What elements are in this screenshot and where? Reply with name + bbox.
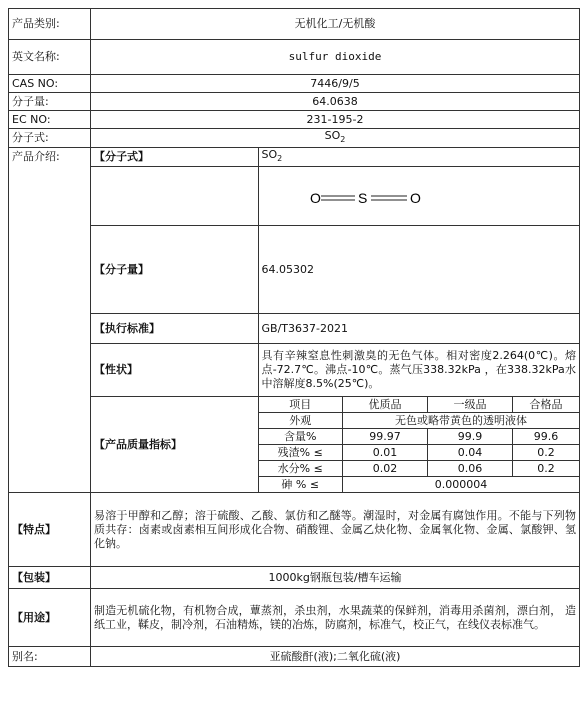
packing-text: 1000kg钢瓶包装/槽车运输 — [91, 567, 580, 589]
row-alias — [9, 647, 580, 667]
intro-quality-row — [91, 397, 579, 493]
intro-formula-row — [91, 148, 579, 167]
row-features — [9, 493, 580, 567]
row-formula — [9, 129, 580, 148]
intro-properties-text: 具有辛辣窒息性刺激臭的无色气体。相对密度2.264(0℃)。熔点-72.7℃。沸点-10℃。蒸气压338.32kPa ，在338.32kPa水中溶解度8.5%(25℃)。 — [258, 344, 579, 397]
ec-label: EC NO: — [9, 111, 91, 129]
quality-row-v3: 0.2 — [513, 445, 580, 461]
row-category — [9, 9, 580, 40]
quality-header-first: 一级品 — [428, 397, 513, 413]
spec-table — [8, 8, 580, 667]
quality-row-v3: 99.6 — [513, 429, 580, 445]
intro-properties-label: 【性状】 — [91, 344, 258, 397]
quality-header-premium: 优质品 — [343, 397, 428, 413]
quality-row-v1: 0.01 — [343, 445, 428, 461]
quality-cell — [258, 397, 579, 493]
quality-appearance-value: 无色或略带黄色的透明液体 — [343, 413, 580, 429]
quality-row-v1: 99.97 — [343, 429, 428, 445]
alias-value: 亚硫酸酐(液);二氧化硫(液) — [91, 647, 580, 667]
formula-sub: 2 — [340, 135, 346, 145]
quality-row-v3: 0.2 — [513, 461, 580, 477]
quality-arsenic-value: 0.000004 — [343, 477, 580, 493]
quality-header-row — [259, 397, 580, 413]
features-text: 易溶于甲醇和乙醇；溶于硫酸、乙酸、氯仿和乙醚等。潮湿时，对金属有腐蚀作用。不能与下列物质共存：卤素或卤素相互间形成化合物、硝酸锂、金属乙炔化物、金属氧化物、金属、氯酸钾、氢化钠。 — [91, 493, 580, 567]
row-packing — [9, 567, 580, 589]
quality-row-name: 水分% ≤ — [259, 461, 343, 477]
quality-content-row — [259, 429, 580, 445]
features-label: 【特点】 — [9, 493, 91, 567]
quality-row-v2: 0.06 — [428, 461, 513, 477]
intro-table — [91, 148, 579, 492]
intro-formula-label: 【分子式】 — [91, 148, 258, 167]
usage-text: 制造无机硫化物，有机物合成，蕈蒸剂，杀虫剂，水果蔬菜的保鲜剂，消毒用杀菌剂，漂白剂， 造纸工业，鞣皮，制冷剂，石油精炼，镁的冶炼，防腐剂，标准气，校正气，在线仪表标准气。 — [91, 589, 580, 647]
intro-label: 产品介绍: — [9, 148, 91, 493]
cas-value: 7446/9/5 — [91, 75, 580, 93]
quality-header-item: 项目 — [259, 397, 343, 413]
mw-label: 分子量: — [9, 93, 91, 111]
row-usage — [9, 589, 580, 647]
intro-mw-label: 【分子量】 — [91, 226, 258, 314]
intro-quality-label: 【产品质量指标】 — [91, 397, 258, 493]
intro-mw-value: 64.05302 — [258, 226, 579, 314]
intro-cell — [91, 148, 580, 493]
intro-standard-row — [91, 314, 579, 344]
formula-value — [91, 129, 580, 148]
quality-row-name: 含量% — [259, 429, 343, 445]
packing-label: 【包装】 — [9, 567, 91, 589]
intro-mw-row — [91, 226, 579, 314]
intro-structure-row — [91, 167, 579, 226]
intro-standard-value: GB/T3637-2021 — [258, 314, 579, 344]
intro-formula-value — [258, 148, 579, 167]
row-molecular-weight — [9, 93, 580, 111]
english-name-value: sulfur dioxide — [91, 40, 580, 75]
alias-label: 别名: — [9, 647, 91, 667]
intro-structure-cell — [258, 167, 579, 226]
atom-o-right: O — [409, 190, 421, 207]
quality-appearance-row — [259, 413, 580, 429]
atom-o-left: O — [309, 190, 321, 207]
quality-arsenic-row — [259, 477, 580, 493]
mw-value: 64.0638 — [91, 93, 580, 111]
cas-label: CAS NO: — [9, 75, 91, 93]
usage-label: 【用途】 — [9, 589, 91, 647]
so2-structure-diagram — [307, 176, 507, 216]
quality-residue-row — [259, 445, 580, 461]
intro-structure-blank — [91, 167, 258, 226]
english-name-label: 英文名称: — [9, 40, 91, 75]
quality-table — [259, 397, 580, 492]
category-value: 无机化工/无机酸 — [91, 9, 580, 40]
category-label: 产品类别: — [9, 9, 91, 40]
product-spec-sheet — [8, 8, 580, 706]
formula-label: 分子式: — [9, 129, 91, 148]
row-cas — [9, 75, 580, 93]
intro-formula-sub: 2 — [277, 154, 283, 164]
quality-moisture-row — [259, 461, 580, 477]
ec-value: 231-195-2 — [91, 111, 580, 129]
quality-header-qualified: 合格品 — [513, 397, 580, 413]
quality-row-v2: 0.04 — [428, 445, 513, 461]
intro-formula-main: SO — [261, 148, 278, 162]
quality-arsenic-name: 砷 % ≤ — [259, 477, 343, 493]
atom-s: S — [357, 190, 367, 207]
quality-row-name: 残渣% ≤ — [259, 445, 343, 461]
intro-properties-row — [91, 344, 579, 397]
row-product-intro — [9, 148, 580, 493]
intro-standard-label: 【执行标准】 — [91, 314, 258, 344]
row-ec — [9, 111, 580, 129]
quality-appearance-name: 外观 — [259, 413, 343, 429]
formula-main: SO — [324, 129, 341, 142]
quality-row-v1: 0.02 — [343, 461, 428, 477]
quality-row-v2: 99.9 — [428, 429, 513, 445]
row-english-name — [9, 40, 580, 75]
